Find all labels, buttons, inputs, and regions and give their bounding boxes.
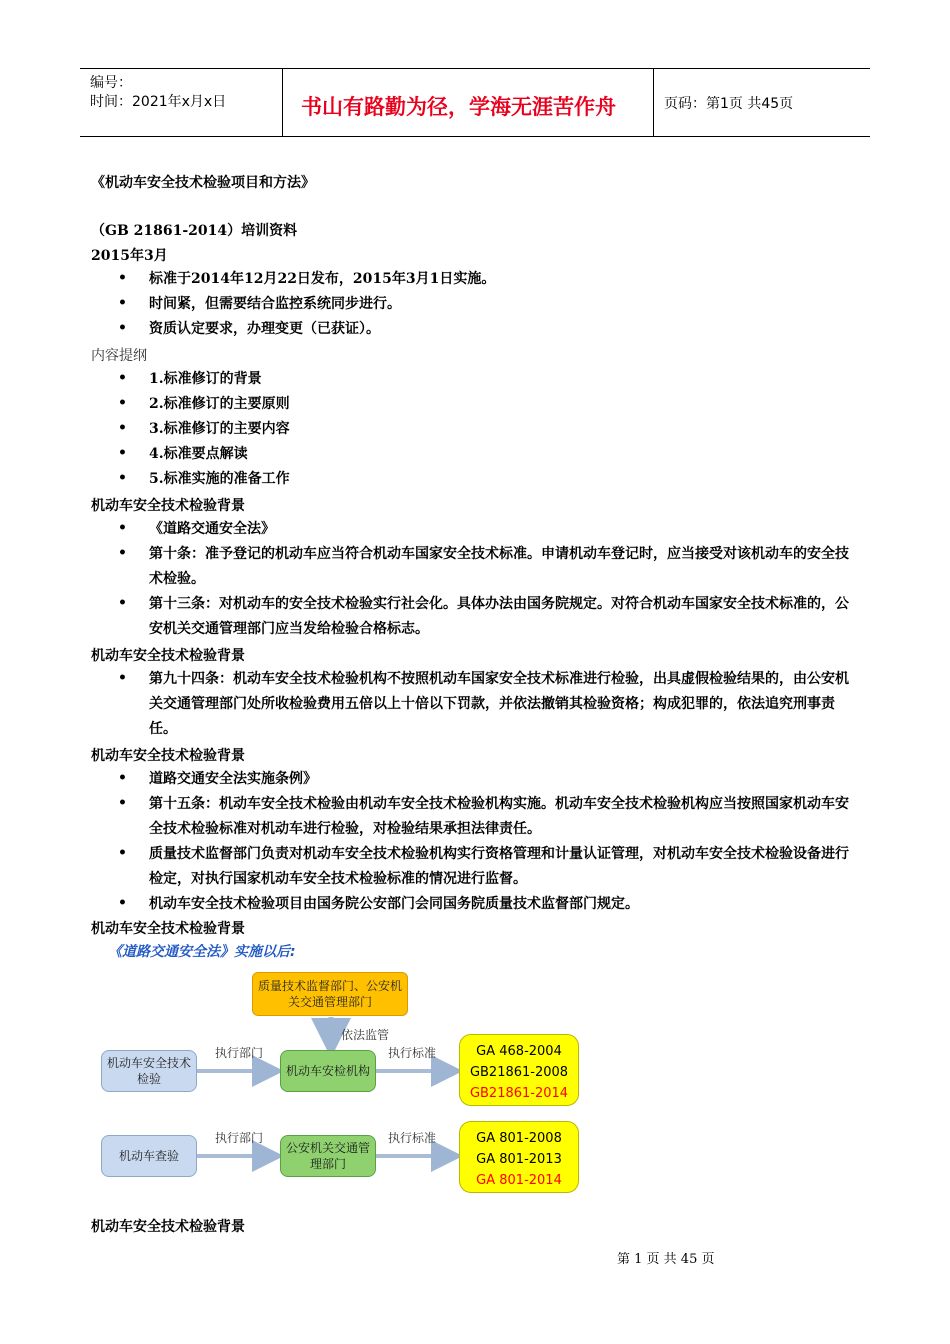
row1-standards-box [459,1034,579,1106]
page-info: 页码：第1页 共45页 [664,96,794,112]
standard-item-new: GA 801-2014 [476,1173,562,1188]
section1-item: 《道路交通安全法》 [149,521,275,537]
row1-left-box: 机动车安全技术检验 [101,1050,197,1092]
section3-item: 第十五条：机动车安全技术检验由机动车安全技术检验机构实施。机动车安全技术检验机构应当按照国家机动车安全技术检验标准对机动车进行检验，对检验结果承担法律责任。 [149,796,849,837]
outline-item: 4.标准要点解读 [149,446,248,462]
bullet-dot: • [118,670,127,686]
bullet-dot: • [118,445,127,461]
intro-bullet: 时间紧，但需要结合监控系统同步进行。 [149,296,401,312]
section3-item: 机动车安全技术检验项目由国务院公安部门会同国务院质量技术监督部门规定。 [149,896,639,912]
section-heading: 机动车安全技术检验背景 [91,648,245,664]
outline-item: 5.标准实施的准备工作 [149,471,290,487]
bullet-dot: • [118,370,127,386]
bullet-dot: • [118,770,127,786]
row1-middle-box: 机动车安检机构 [280,1050,376,1092]
page-footer: 第 1 页 共 45 页 [617,1252,715,1267]
section-heading: 机动车安全技术检验背景 [91,748,245,764]
bullet-dot: • [118,270,127,286]
figure-title: 《道路交通安全法》实施以后: [108,944,296,960]
section2-item: 第九十四条：机动车安全技术检验机构不按照机动车国家安全技术标准进行检验，出具虚假检验结果的，由公安机关交通管理部门处所收检验费用五倍以上十倍以下罚款，并依法撤销其检验资格；构成犯罪的，依法追究刑事责任。 [149,671,849,737]
bullet-dot: • [118,395,127,411]
section-heading: 机动车安全技术检验背景 [91,498,245,514]
bullet-dot: • [118,470,127,486]
section3-item: 质量技术监督部门负责对机动车安全技术检验机构实行资格管理和计量认证管理，对机动车安全技术检验设备进行检定，对执行国家机动车安全技术检验标准的情况进行监督。 [149,846,849,887]
bullet-dot: • [118,320,127,336]
bullet-dot: • [118,295,127,311]
standard-item: GA 468-2004 [476,1044,562,1059]
supervise-label: 依法监管 [341,1028,390,1042]
outline-item: 1.标准修订的背景 [149,371,262,387]
row2-standards-box [459,1121,579,1193]
bullet-dot: • [118,795,127,811]
bullet-dot: • [118,545,127,561]
supervisor-box: 质量技术监督部门、公安机关交通管理部门 [252,972,408,1016]
doc-title: 《机动车安全技术检验项目和方法》 [91,175,315,191]
row1-arrow2-label: 执行标准 [388,1046,437,1060]
standard-item: GA 801-2013 [476,1152,562,1167]
number-label: 编号： [90,75,132,91]
section1-item: 第十条：准予登记的机动车应当符合机动车国家安全技术标准。申请机动车登记时，应当接受对该机动车的安全技术检验。 [149,546,849,587]
row2-arrow2-label: 执行标准 [388,1131,437,1145]
outline-item: 2.标准修订的主要原则 [149,396,290,412]
doc-subtitle: （GB 21861-2014）培训资料 [91,223,298,239]
bullet-dot: • [118,520,127,536]
outline-heading: 内容提纲 [91,348,147,364]
bullet-dot: • [118,595,127,611]
intro-bullet: 资质认定要求，办理变更（已获证）。 [149,321,380,337]
slogan: 书山有路勤为径，学海无涯苦作舟 [301,95,616,119]
section1-item: 第十三条：对机动车的安全技术检验实行社会化。具体办法由国务院规定。对符合机动车国家安全技术标准的，公安机关交通管理部门应当发给检验合格标志。 [149,596,849,637]
bullet-dot: • [118,420,127,436]
doc-date: 2015年3月 [91,248,168,264]
bullet-dot: • [118,845,127,861]
standard-item: GB21861-2008 [469,1065,569,1080]
intro-bullet: 标准于2014年12月22日发布，2015年3月1日实施。 [149,271,496,287]
row2-left-box: 机动车查验 [101,1135,197,1177]
section-heading: 机动车安全技术检验背景 [91,1219,245,1235]
bullet-dot: • [118,895,127,911]
standard-item: GA 801-2008 [476,1131,562,1146]
standard-item-new: GB21861-2014 [469,1086,569,1101]
section-heading: 机动车安全技术检验背景 [91,921,245,937]
date-label: 时间：2021年x月x日 [90,94,227,110]
row2-middle-box: 公安机关交通管理部门 [280,1135,376,1177]
row1-arrow1-label: 执行部门 [215,1046,264,1060]
section3-item: 道路交通安全法实施条例》 [149,771,317,787]
row2-arrow1-label: 执行部门 [215,1131,264,1145]
outline-item: 3.标准修订的主要内容 [149,421,290,437]
